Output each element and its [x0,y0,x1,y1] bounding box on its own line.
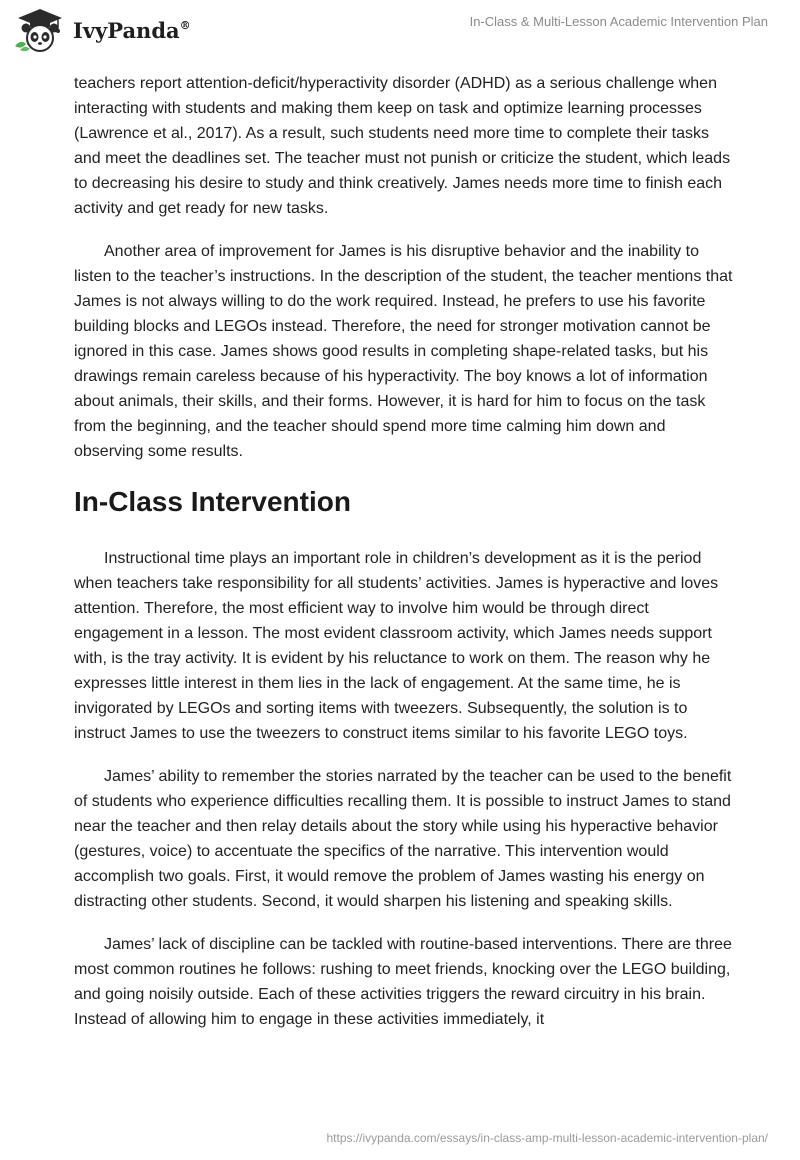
page-header [0,0,800,70]
paragraph-3: Instructional time plays an important role in children’s development as it is the period when teachers take responsibility for all students’ activities. James is hyperactive and loves attention. Therefore, the most efficient way to involve him would be through direct engagement in a lesson. The most evident classroom activity, which James needs support with, is the tray activity. It is evident by his reluctance to work on them. The reason why he expresses little interest in them lies in the lack of engagement. At the same time, he is invigorated by LEGOs and sorting items with tweezers. Subsequently, the solution is to instruct James to use the tweezers to construct items similar to his favorite LEGO toys. [74,550,719,742]
paragraph-5: James’ lack of discipline can be tackled with routine-based interventions. There are three most common routines he follows: rushing to meet friends, knocking over the LEGO building, and going noisily outside. Each of these activities triggers the reward circuitry in his brain. Instead of allowing him to engage in these activities immediately, it [74,936,732,1028]
paragraph-2: Another area of improvement for James is his disruptive behavior and the inability to listen to the teacher’s instructions. In the description of the student, the teacher mentions that James is not always willing to do the work required. Instead, he prefers to use his favorite building blocks and LEGOs instead. Therefore, the need for stronger motivation cannot be ignored in this case. James shows good results in completing shape-related tasks, but his drawings remain careless because of his hyperactivity. The boy knows a lot of information about animals, their skills, and their forms. However, it is hard for him to focus on the task from the beginning, and the teacher should spend more time calming him down and observing some results. [74,243,733,460]
registered-mark: ® [179,18,191,32]
paragraph-1: teachers report attention-deficit/hyperactivity disorder (ADHD) as a serious challenge when interacting with students and making them keep on task and optimize learning processes (Lawrence et al., 2017). As a result, such students need more time to complete their tasks and meet the deadlines set. The teacher must not punish or criticize the student, which leads to decreasing his desire to study and think creatively. James needs more time to finish each activity and get ready for new tasks. [74,75,731,217]
source-url[interactable]: https://ivypanda.com/essays/in-class-amp-multi-lesson-academic-intervention-plan/ [326,1131,768,1145]
essay-body [74,71,734,1032]
paragraph-4: James’ ability to remember the stories narrated by the teacher can be used to the benefit of students who experience difficulties recalling them. It is possible to instruct James to stand near the teacher and then relay details about the story while using his hyperactive behavior (gestures, voice) to accentuate the specifics of the narrative. This intervention would accomplish two goals. First, it would remove the problem of James wasting his energy on distracting other students. Second, it would sharpen his listening and speaking skills. [74,768,732,910]
panda-graduate-icon [12,6,68,52]
brand-name: IvyPanda® [73,17,191,43]
section-heading: In-Class Intervention [74,486,351,517]
document-title: In-Class & Multi-Lesson Academic Intervention Plan [469,14,768,29]
ivypanda-logo[interactable] [12,6,191,52]
